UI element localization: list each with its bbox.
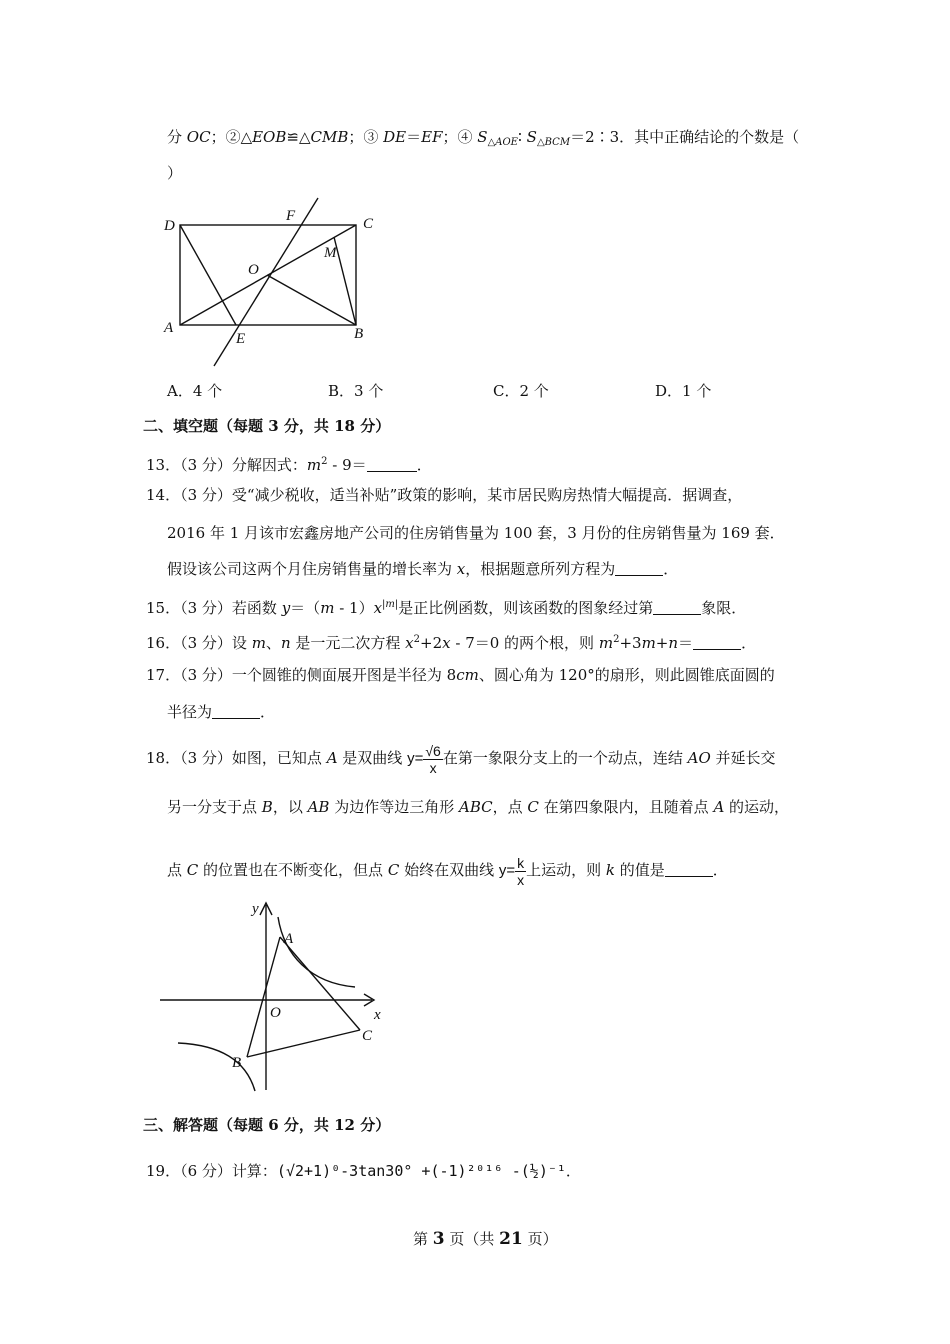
point-label-a: A [284, 931, 294, 947]
answer-blank [615, 561, 663, 576]
question-16: 16．（3 分）设 m、n 是一元二次方程 $x^2+2x - 7=0$ 的两个根，则 $m^2+3m+n=$ ． [146, 634, 757, 652]
label-e: E [236, 331, 246, 347]
page-footer: 第 3 页（共 21 页） [413, 1229, 558, 1249]
question-15: 15．（3 分）若函数 $y=(m - 1)x^{|m|}$是正比例函数，则该函数的图象经过第 象限． [146, 599, 747, 617]
q12-text-line: 分 OC；②△EOB≌△CMB；③ DE＝EF；④ $S_{\triangle AOE}∶$ $S_{\triangle BCM}=2∶3$．其中正确结论的个数是（ [167, 128, 800, 148]
option-c: C．2 个 [493, 382, 549, 400]
question-17-line2: 半径为 ． [167, 703, 276, 721]
label-o: O [248, 262, 259, 278]
answer-blank [212, 704, 260, 719]
label-d: D [164, 218, 175, 234]
label-a: A [164, 320, 174, 336]
answer-blank [367, 457, 417, 472]
option-a: A．4 个 [167, 382, 223, 400]
answer-blank [693, 635, 741, 650]
label-b: B [354, 326, 364, 342]
section-3-heading: 三、解答题（每题 6 分，共 12 分） [143, 1116, 391, 1134]
point-label-c: C [362, 1028, 373, 1044]
question-14-line2: 2016 年 1 月该市宏鑫房地产公司的住房销售量为 100 套，3 月份的住房销售量为 169 套． [167, 524, 785, 542]
section-2-heading: 二、填空题（每题 3 分，共 18 分） [143, 417, 391, 435]
question-18-line1: 18．（3 分）如图，已知点 A 是双曲线 y= $\frac{√6}{x}$ 在第一象限分支上的一个动点，连结 AO 并延长交 [146, 742, 776, 776]
axis-label-y: y [252, 901, 259, 917]
fraction-sqrt6-over-x: $\frac{√6}{x}$ [425, 742, 441, 776]
q12-close-paren: ） [167, 164, 183, 182]
question-19: 19．（6 分）计算：(√2+1)⁰-3tan30° +(-1)²⁰¹⁶ -(½)⁻¹． [146, 1162, 581, 1180]
answer-blank [653, 600, 701, 615]
origin-label-o: O [270, 1005, 281, 1021]
question-14-line1: 14．（3 分）受“减少税收，适当补贴”政策的影响，某市居民购房热情大幅提高．据调查， [146, 486, 743, 504]
fraction-k-over-x: $\frac{k}{x}$ [517, 854, 525, 888]
label-f: F [286, 208, 296, 224]
question-13: 13．（3 分）分解因式：$m^2 - 9=$ ． [146, 456, 432, 474]
axis-label-x: x [374, 1007, 381, 1023]
question-14-line3: 假设该公司这两个月住房销售量的增长率为 x，根据题意所列方程为 ． [167, 560, 679, 578]
option-d: D．1 个 [655, 382, 712, 400]
question-18-line2: 另一分支于点 B，以 AB 为边作等边三角形 ABC，点 C 在第四象限内，且随着点 A 的运动， [167, 798, 790, 816]
question-17-line1: 17．（3 分）一个圆锥的侧面展开图是半径为 8cm、圆心角为 120°的扇形，则此圆锥底面圆的 [146, 666, 775, 684]
question-18-line3: 点 C 的位置也在不断变化，但点 C 始终在双曲线 y= $\frac{k}{x}$ 上运动，则 k 的值是 ． [167, 854, 728, 888]
rectangle-figure [160, 190, 390, 370]
math-expression: (√2+1)⁰-3tan30° +(-1)²⁰¹⁶ -(½)⁻¹ [276, 1162, 566, 1180]
hyperbola-figure [160, 895, 390, 1095]
answer-blank [665, 862, 713, 877]
option-b: B．3 个 [328, 382, 384, 400]
label-c: C [363, 216, 374, 232]
point-label-b: B [232, 1055, 242, 1071]
label-m: M [324, 245, 337, 261]
